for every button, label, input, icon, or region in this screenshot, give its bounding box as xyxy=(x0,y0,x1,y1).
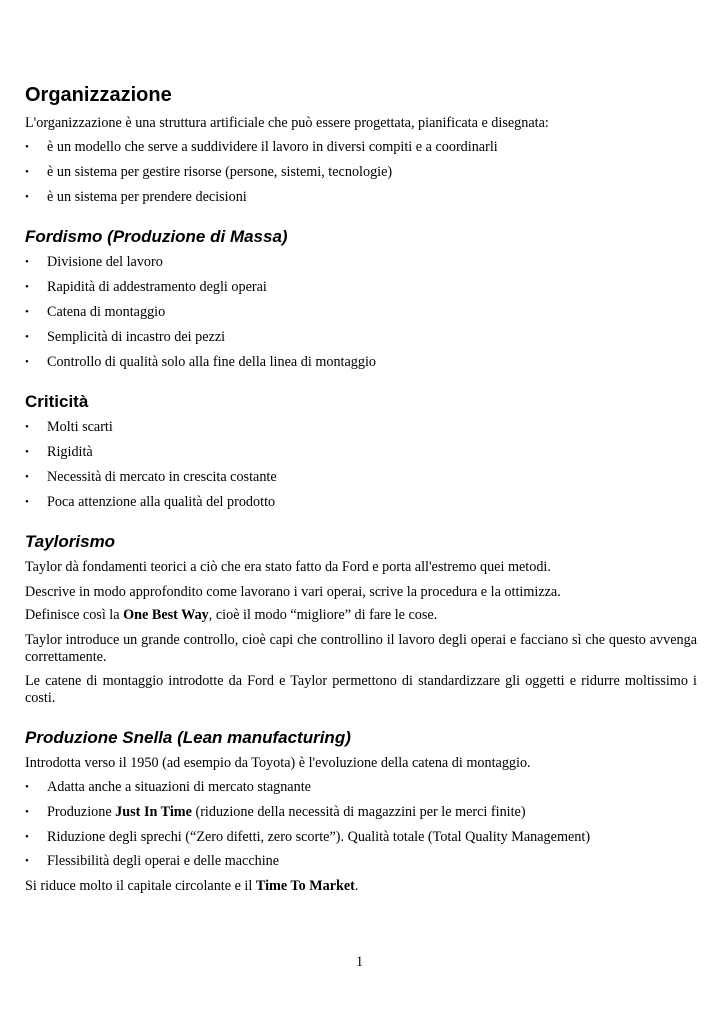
page-number: 1 xyxy=(356,954,364,970)
section-title-taylorismo: Taylorismo xyxy=(25,532,116,551)
bullet-icon: • xyxy=(25,781,29,793)
lean-outro: Si riduce molto il capitale circolante e il Time To Market. xyxy=(25,878,359,894)
lean-intro: Introdotta verso il 1950 (ad esempio da Toyota) è l'evoluzione della catena di montaggio. xyxy=(25,755,531,771)
bullet-icon: • xyxy=(25,806,29,818)
section-title-criticita: Criticità xyxy=(25,392,89,411)
section-title-lean: Produzione Snella (Lean manufacturing) xyxy=(25,728,351,747)
bullet-icon: • xyxy=(25,166,29,178)
taylorismo-paragraph: Definisce così la One Best Way, cioè il modo “migliore” di fare le cose. xyxy=(25,607,438,623)
bullet-icon: • xyxy=(25,306,29,318)
section-title-fordismo: Fordismo (Produzione di Massa) xyxy=(25,227,288,246)
bullet-icon: • xyxy=(25,191,29,203)
organizzazione-intro: L'organizzazione è una struttura artificiale che può essere progettata, pianificata e disegnata: xyxy=(25,115,549,131)
bullet-icon: • xyxy=(25,855,29,867)
taylorismo-paragraph: Descrive in modo approfondito come lavorano i vari operai, scrive la procedura e la ottimizza. xyxy=(25,584,561,600)
taylorismo-paragraph: Taylor dà fondamenti teorici a ciò che era stato fatto da Ford e porta all'estremo quei metodi. xyxy=(25,559,551,575)
bullet-icon: • xyxy=(25,281,29,293)
bullet-icon: • xyxy=(25,831,29,843)
bullet-icon: • xyxy=(25,331,29,343)
bullet-icon: • xyxy=(25,471,29,483)
section-title-organizzazione: Organizzazione xyxy=(25,84,172,106)
bullet-icon: • xyxy=(25,496,29,508)
taylorismo-paragraph: Taylor introduce un grande controllo, cioè capi che controllino il lavoro degli operai e facciano sì che questo avvenga correttamente. xyxy=(25,632,697,665)
bullet-icon: • xyxy=(25,356,29,368)
taylorismo-paragraph: Le catene di montaggio introdotte da Ford e Taylor permettono di standardizzare gli oggetti e ridurre moltissimo i costi. xyxy=(25,673,697,706)
just-in-time-term: Just In Time xyxy=(115,804,192,820)
bullet-icon: • xyxy=(25,256,29,268)
one-best-way-term: One Best Way xyxy=(123,607,209,623)
bullet-icon: • xyxy=(25,141,29,153)
time-to-market-term: Time To Market xyxy=(255,878,355,894)
bullet-icon: • xyxy=(25,421,29,433)
bullet-icon: • xyxy=(25,446,29,458)
